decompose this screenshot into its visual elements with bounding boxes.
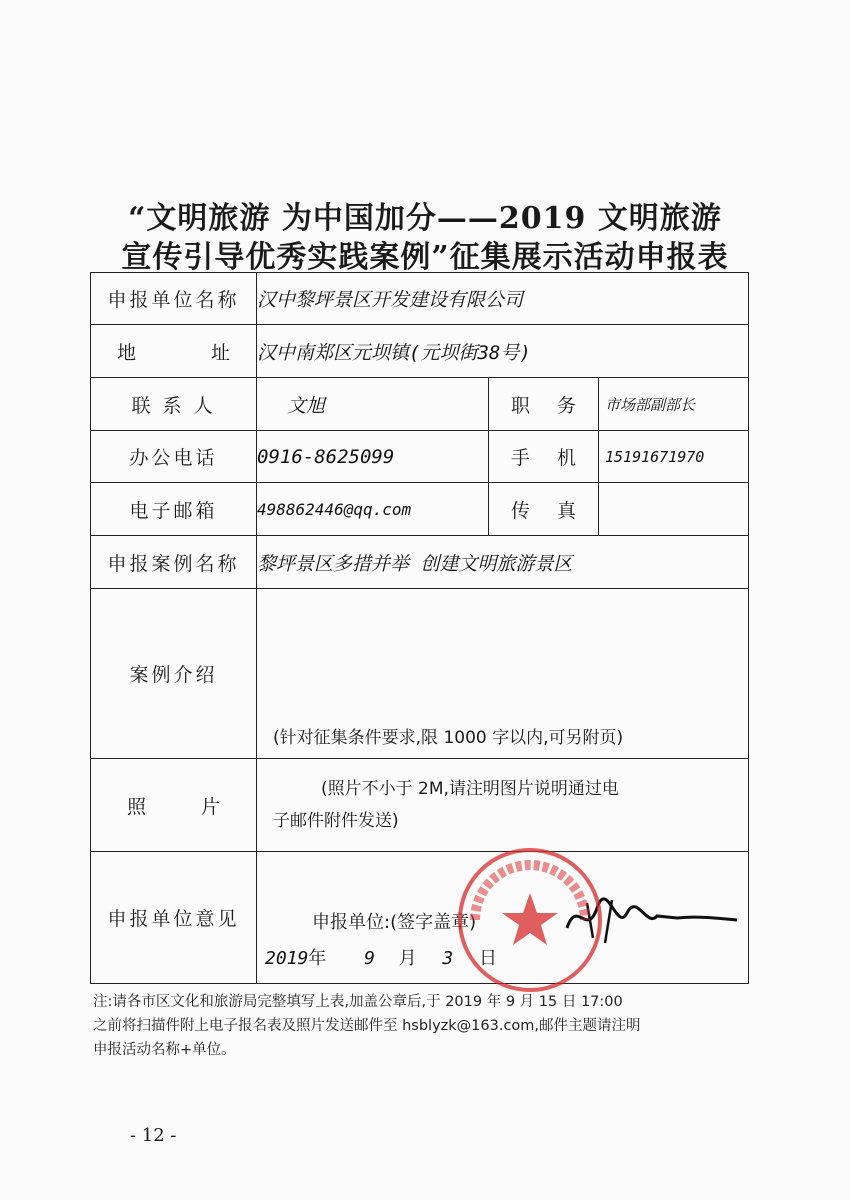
row-case-name [91, 536, 749, 589]
date-year-char: 年 [308, 948, 327, 969]
row-contact [91, 378, 749, 431]
photo-label-a: 照 [127, 795, 147, 818]
date-day: 3 [442, 948, 454, 969]
row-case-intro [91, 589, 749, 759]
mobile-label [489, 431, 599, 483]
date-month: 9 [364, 948, 375, 969]
mobile-label-a: 手 [511, 447, 531, 469]
footnote-line-1: 注:请各市区文化和旅游局完整填写上表,加盖公章后,于 2019 年 9 月 15 日 17:00 [93, 994, 623, 1010]
case-name-label: 申报案例名称 [91, 536, 257, 589]
address-label-a: 地 [117, 341, 137, 364]
application-form-table [90, 272, 749, 984]
row-email [91, 483, 749, 536]
date-month-char: 月 [398, 948, 417, 969]
photo-label [91, 759, 257, 852]
photo-note-line-1: (照片不小于 2M,请注明图片说明通过电 [321, 779, 619, 799]
row-unit-name [91, 273, 749, 325]
email-label: 电子邮箱 [91, 483, 257, 536]
address-label [91, 325, 257, 378]
position-label-b: 务 [556, 394, 576, 417]
office-phone-value[interactable]: 0916-8625099 [257, 431, 489, 483]
form-title-line-2: 宣传引导优秀实践案例”征集展示活动申报表 [121, 240, 729, 275]
unit-name-value[interactable]: 汉中黎坪景区开发建设有限公司 [257, 273, 749, 325]
row-photo [91, 759, 749, 852]
contact-value[interactable]: 文旭 [257, 378, 489, 431]
mobile-value[interactable]: 15191671970 [599, 431, 749, 483]
office-phone-label: 办公电话 [91, 431, 257, 483]
photo-note-line-2: 子邮件附件发送) [273, 811, 399, 831]
fax-label [489, 483, 599, 536]
row-opinion [91, 852, 749, 984]
fax-label-a: 传 [511, 499, 531, 522]
email-value[interactable]: 498862446@qq.com [257, 483, 489, 536]
company-seal-stamp [455, 845, 605, 995]
unit-name-label: 申报单位名称 [91, 273, 257, 325]
position-label [489, 378, 599, 431]
fax-value[interactable] [599, 483, 749, 536]
unit-sign-text: 申报单位:(签字盖章) [312, 912, 477, 933]
case-intro-label: 案例介绍 [91, 589, 257, 759]
footnote-line-2: 之前将扫描件附上电子报名表及照片发送邮件至 hsblyzk@163.com,邮件主题请注明 [93, 1018, 641, 1034]
position-value[interactable]: 市场部副部长 [599, 378, 749, 431]
case-intro-note: (针对征集条件要求,限 1000 字以内,可另附页) [273, 728, 624, 748]
date-year: 2019 [265, 948, 309, 969]
case-intro-cell[interactable] [257, 589, 749, 759]
position-label-a: 职 [511, 394, 531, 417]
page-number: - 12 - [130, 1125, 177, 1146]
row-phone [91, 431, 749, 483]
form-title-line-1: “文明旅游 为中国加分——2019 文明旅游 [128, 201, 722, 236]
mobile-label-b: 机 [556, 447, 576, 469]
fax-label-b: 真 [556, 499, 576, 522]
date-day-char: 日 [478, 948, 497, 969]
case-name-value[interactable]: 黎坪景区多措并举 创建文明旅游景区 [257, 536, 749, 589]
photo-label-b: 片 [200, 795, 220, 818]
row-address [91, 325, 749, 378]
address-value[interactable]: 汉中南郑区元坝镇(元坝街38号) [257, 325, 749, 378]
photo-cell[interactable] [257, 759, 749, 852]
footnote-line-3: 申报活动名称+单位。 [93, 1042, 236, 1058]
footnote [93, 990, 763, 1062]
opinion-label: 申报单位意见 [91, 852, 257, 984]
contact-label: 联 系 人 [91, 378, 257, 431]
address-label-b: 址 [210, 341, 230, 364]
